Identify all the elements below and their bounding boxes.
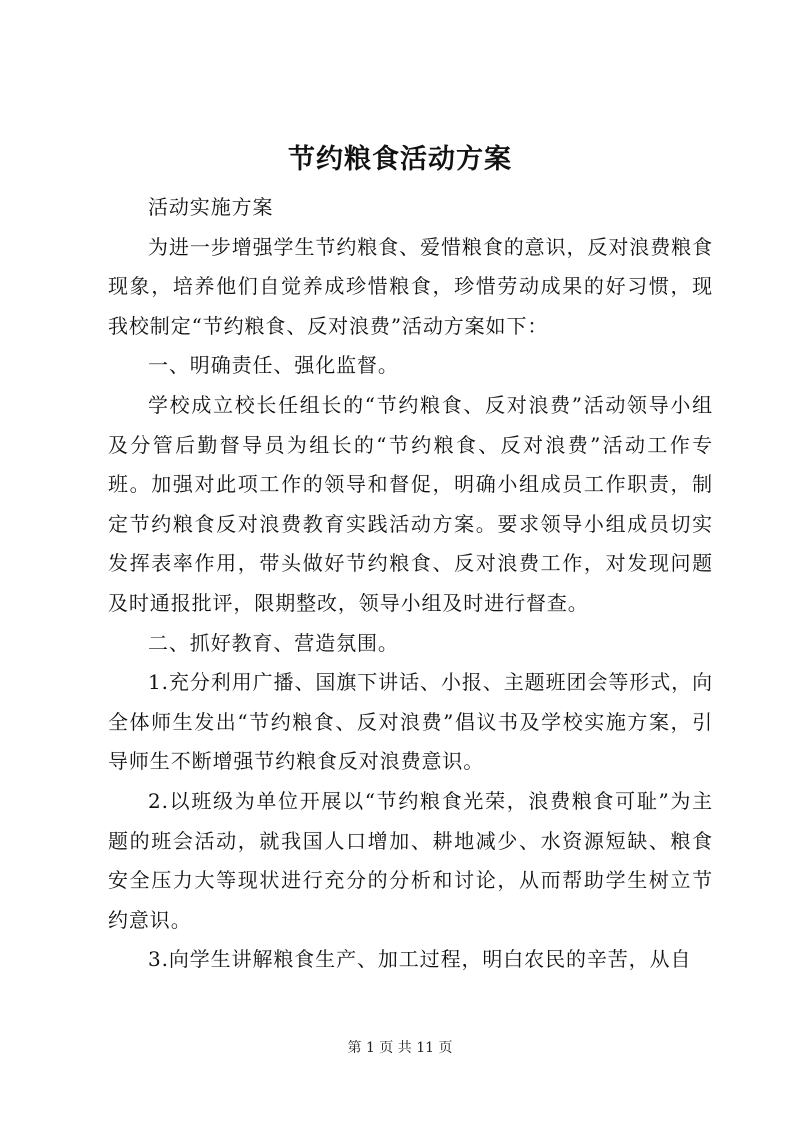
document-title: 节约粮食活动方案 — [288, 144, 512, 175]
paragraph-section-1: 学校成立校长任组长的“节约粮食、反对浪费”活动领导小组及分管后勤督导员为组长的“节约粮食、反对浪费”活动工作专班。加强对此项工作的领导和督促，明确小组成员工作职责，制定节约粮食反对浪费教育实践活动方案。要求领导小组成员切实发挥表率作用，带头做好节约粮食、反对浪费工作，对发现问题及时通报批评，限期整改，领导小组及时进行督查。 — [108, 392, 713, 615]
paragraph-item-2: 2.以班级为单位开展以“节约粮食光荣，浪费粮食可耻”为主题的班会活动，就我国人口增加、耕地减少、水资源短缺、粮食安全压力大等现状进行充分的分析和讨论，从而帮助学生树立节约意识。 — [108, 788, 713, 932]
paragraph-subtitle: 活动实施方案 — [148, 195, 274, 219]
section-heading-1: 一、明确责任、强化监督。 — [148, 353, 399, 378]
page-number-footer: 第 1 页 共 11 页 — [347, 1040, 453, 1056]
section-heading-2: 二、抓好教育、营造氛围。 — [148, 630, 399, 655]
paragraph-item-1: 1.充分利用广播、国旗下讲话、小报、主题班团会等形式，向全体师生发出“节约粮食、反对浪费”倡议书及学校实施方案，引导师生不断增强节约粮食反对浪费意识。 — [108, 670, 713, 774]
document-body — [108, 188, 713, 980]
paragraph-intro: 为进一步增强学生节约粮食、爱惜粮食的意识，反对浪费粮食现象，培养他们自觉养成珍惜粮食，珍惜劳动成果的好习惯，现我校制定“节约粮食、反对浪费”活动方案如下： — [108, 234, 713, 338]
paragraph-item-3: 3.向学生讲解粮食生产、加工过程，明白农民的辛苦，从自 — [148, 947, 692, 972]
